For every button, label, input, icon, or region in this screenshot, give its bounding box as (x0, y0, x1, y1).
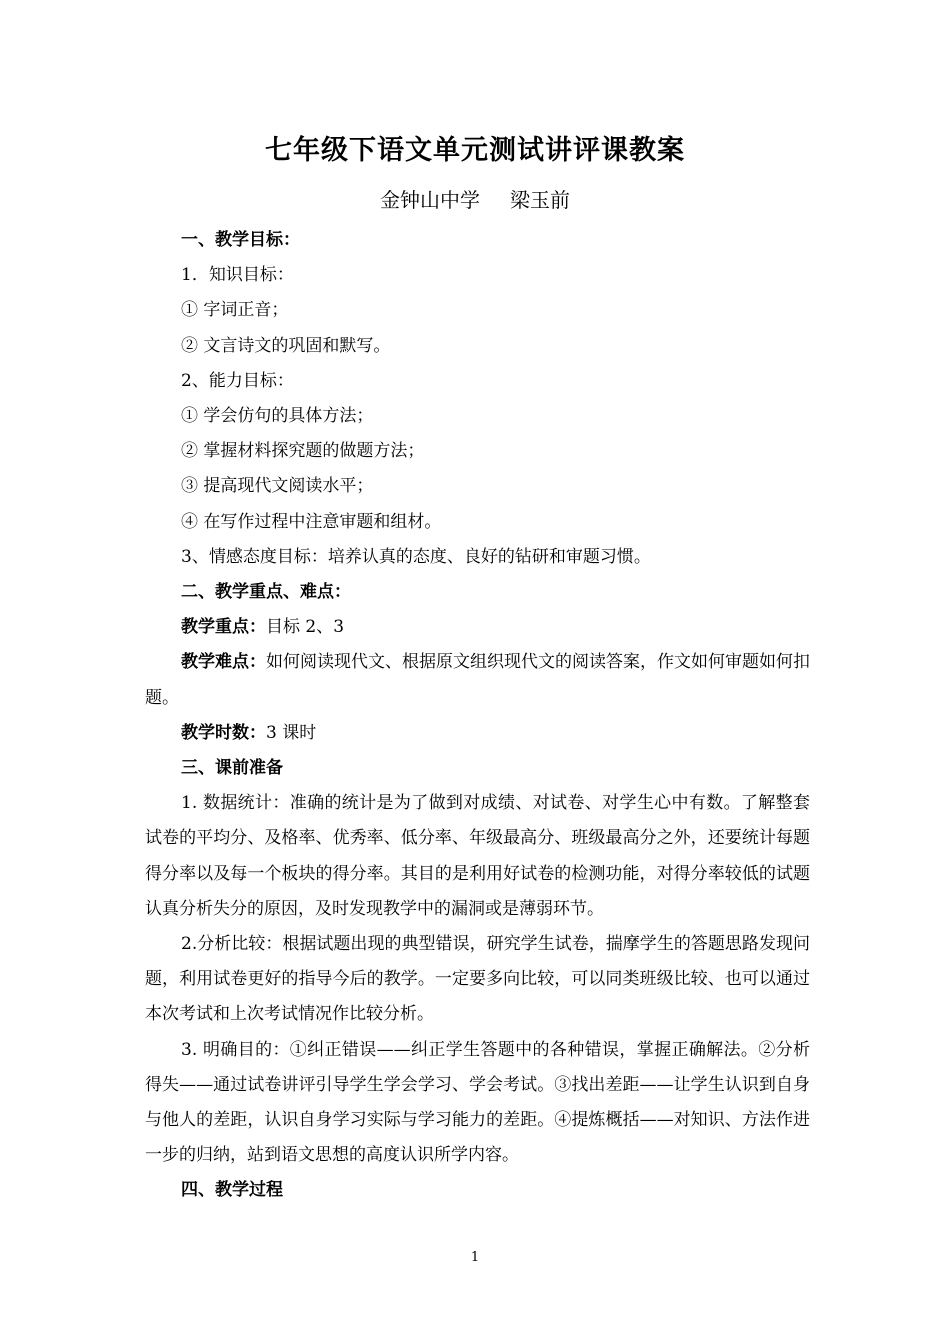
ability-item: ① 学会仿句的具体方法； (181, 406, 374, 427)
document-body (145, 223, 810, 1209)
ability-item: ② 掌握材料探究题的做题方法； (181, 441, 425, 462)
prep-paragraph: 1. 数据统计：准确的统计是为了做到对成绩、对试卷、对学生心中有数。了解整套试卷的平均分、及格率、优秀率、低分率、年级最高分、班级最高分之外，还要统计每题得分率以及每一个板块的得分率。其目的是利用好试卷的检测功能，对得分率较低的试题认真分析失分的原因，及时发现教学中的漏洞或是薄弱环节。 (145, 793, 810, 919)
section-heading-process: 四、教学过程 (181, 1180, 283, 1201)
difficulty-label: 教学难点： (181, 652, 266, 673)
author-school: 金钟山中学 (380, 188, 480, 212)
hours-text: 3 课时 (266, 722, 317, 743)
page-number: 1 (470, 1250, 480, 1265)
prep-paragraph: 2.分析比较：根据试题出现的典型错误，研究学生试卷，揣摩学生的答题思路发现问题，利用试卷更好的指导今后的教学。一定要多向比较，可以同类班级比较、也可以通过本次考试和上次考试情况作比较分析。 (145, 934, 810, 1025)
key-point-text: 目标 2、3 (266, 617, 345, 638)
ability-item: ④ 在写作过程中注意审题和组材。 (181, 511, 442, 532)
difficulty-line (145, 645, 810, 715)
document-title: 七年级下语文单元测试讲评课教案 (265, 135, 685, 166)
section-heading-key-points: 二、教学重点、难点： (181, 582, 351, 603)
hours-label: 教学时数： (181, 722, 266, 743)
author-name: 梁玉前 (510, 188, 570, 212)
section-heading-goals: 一、教学目标： (181, 230, 300, 250)
key-point-line (145, 610, 810, 645)
knowledge-item: ② 文言诗文的巩固和默写。 (181, 335, 391, 356)
prep-paragraph: 3. 明确目的：①纠正错误——纠正学生答题中的各种错误，掌握正确解法。②分析得失——通过试卷讲评引导学生学会学习、学会考试。③找出差距——让学生认识到自身与他人的差距，认识自身学习实际与学习能力的差距。④提炼概括——对知识、方法作进一步的归纳，站到语文思想的高度认识所学内容。 (145, 1039, 810, 1166)
section-heading-preparation: 三、课前准备 (181, 758, 283, 779)
hours-line (145, 716, 810, 751)
knowledge-item: ① 字词正音； (181, 300, 289, 321)
author-line (0, 183, 950, 217)
key-point-label: 教学重点： (181, 617, 266, 638)
emotion-goal: 3、情感态度目标：培养认真的态度、良好的钻研和审题习惯。 (181, 546, 651, 567)
difficulty-text: 如何阅读现代文、根据原文组织现代文的阅读答案，作文如何审题如何扣题。 (145, 652, 810, 708)
ability-item: ③ 提高现代文阅读水平； (181, 476, 374, 497)
ability-goal-heading: 2、能力目标： (181, 370, 294, 391)
knowledge-goal-heading: 1．知识目标： (181, 265, 294, 286)
